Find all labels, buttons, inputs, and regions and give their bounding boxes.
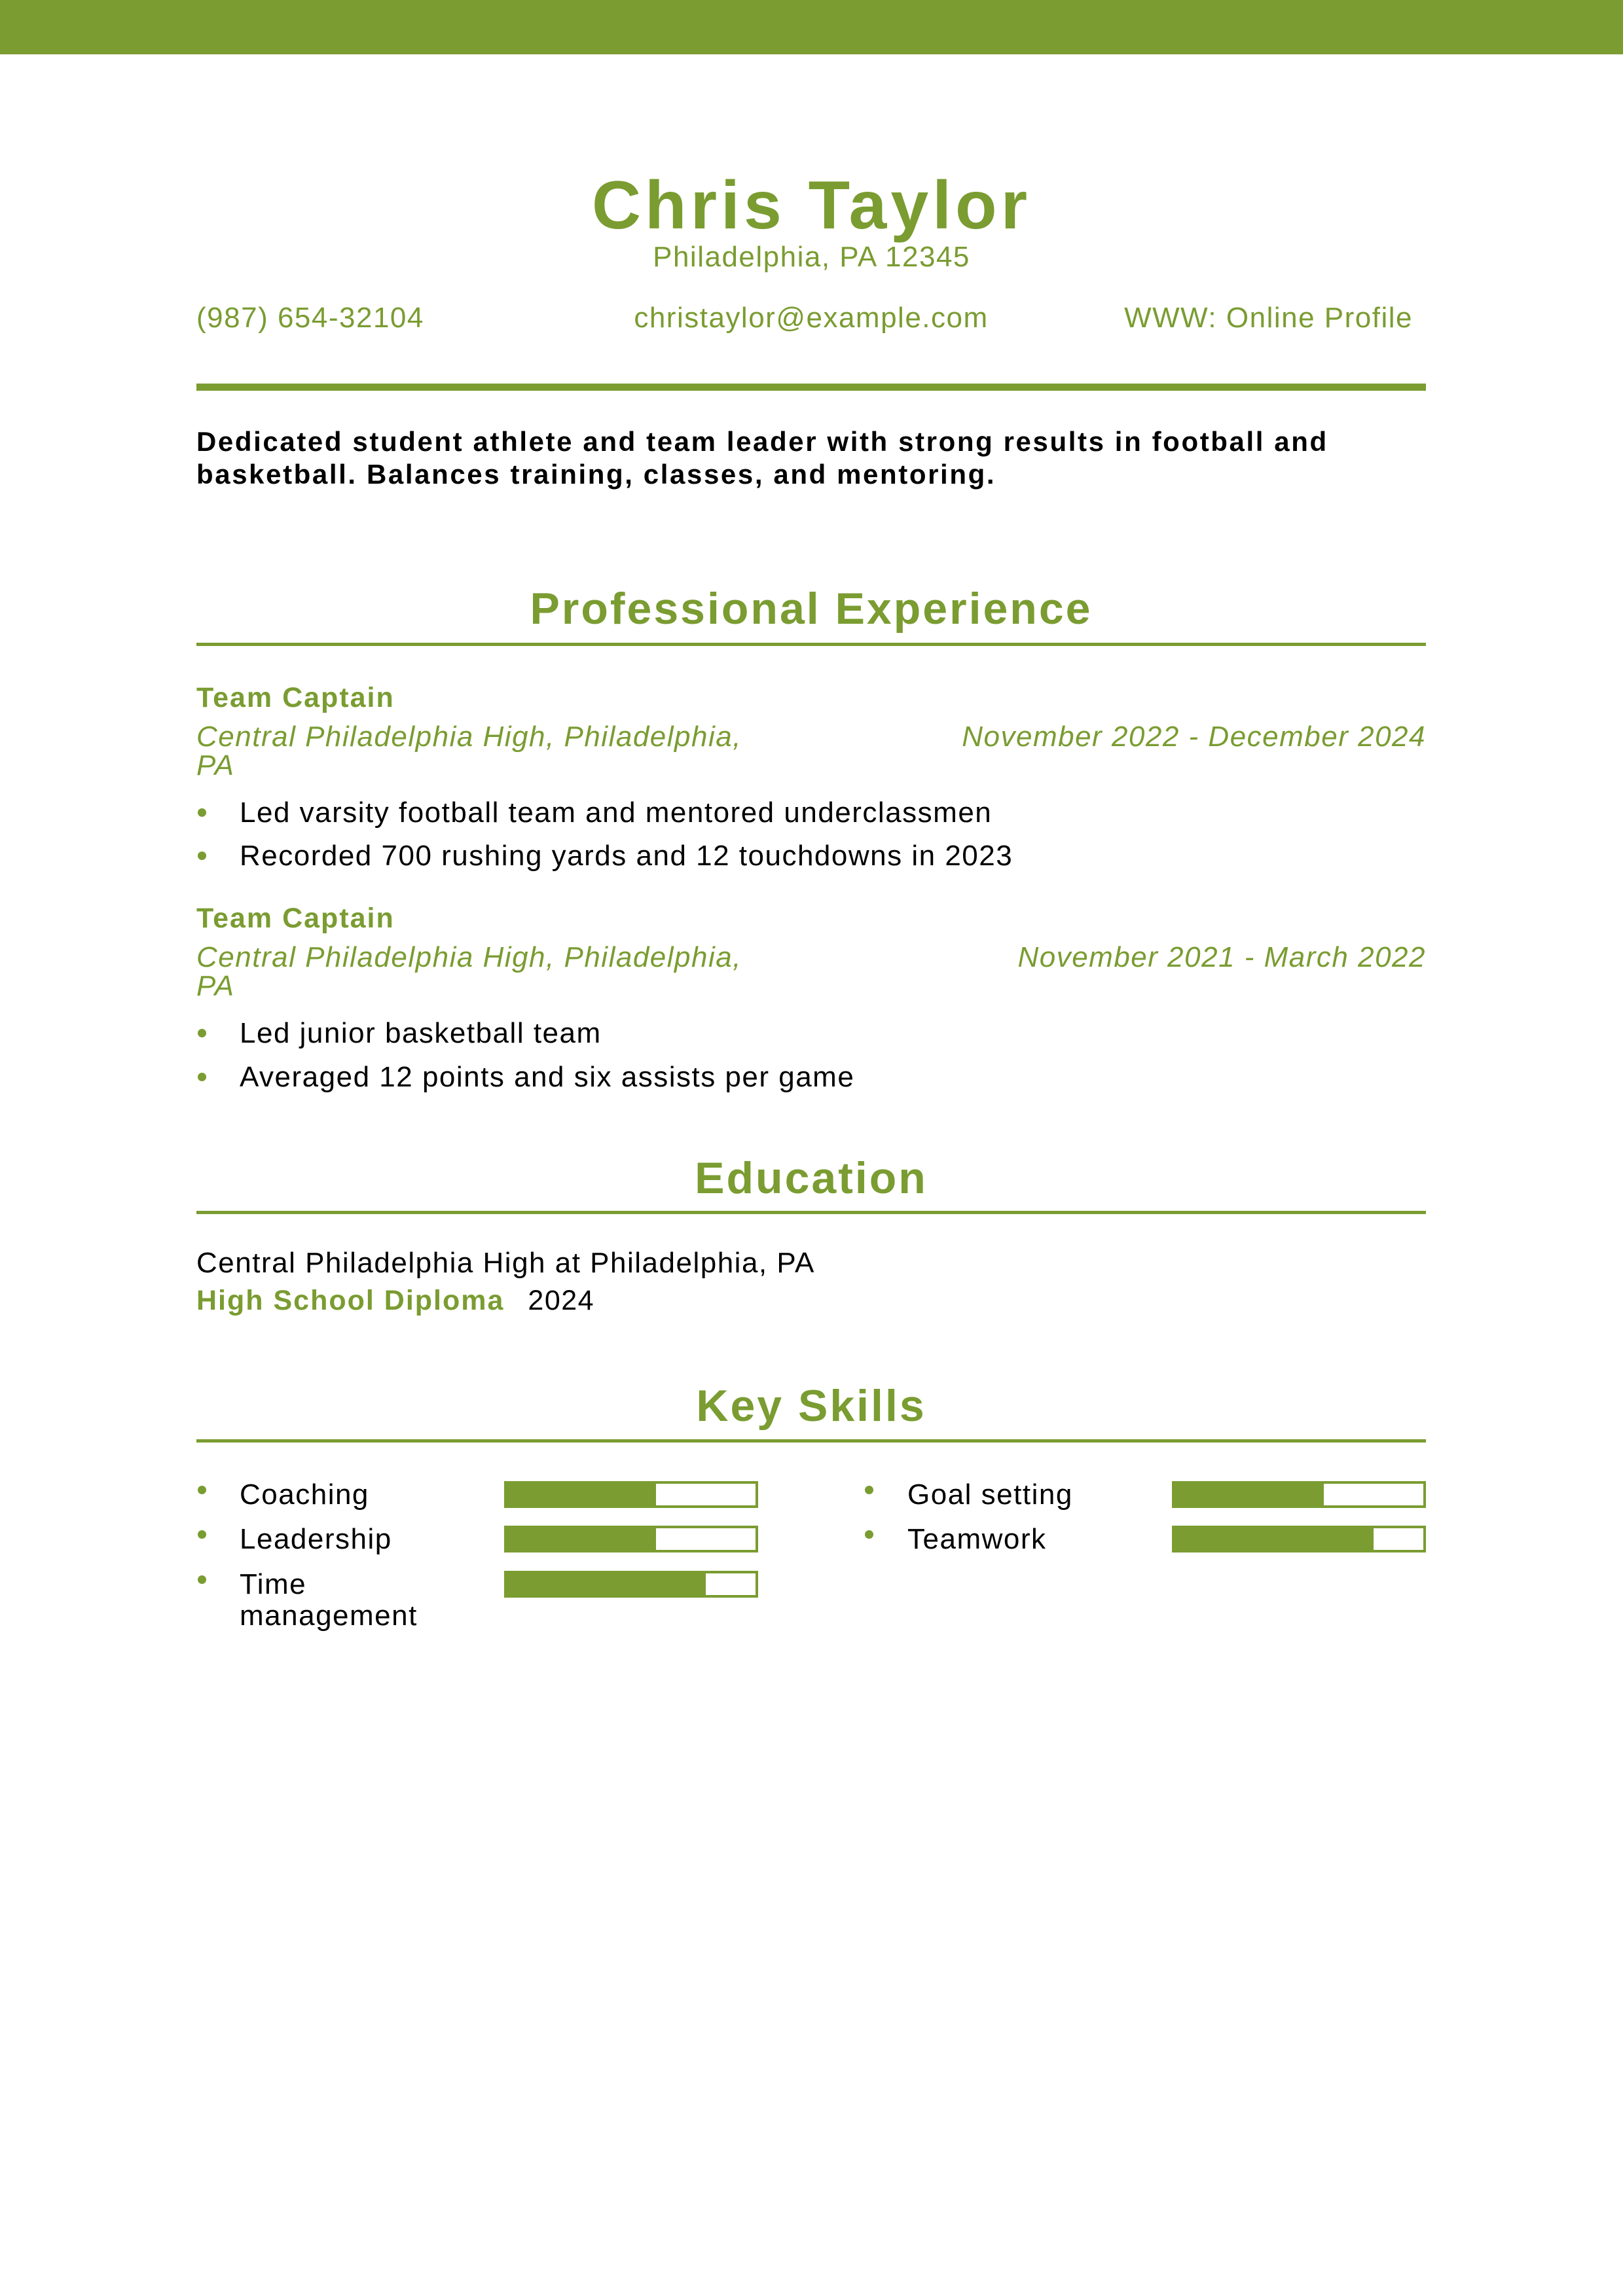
- candidate-location: Philadelphia, PA 12345: [653, 241, 970, 273]
- section-title-education: Education: [695, 1153, 928, 1203]
- job-company: Central Philadelphia High, Philadelphia, PA: [196, 721, 742, 781]
- section-title-experience: Professional Experience: [530, 584, 1093, 634]
- section-title-skills: Key Skills: [696, 1381, 926, 1431]
- section-divider-skills: [196, 1439, 1426, 1443]
- professional-summary: Dedicated student athlete and team leader with strong results in football and basketball. Balances training, classes, and mentoring.: [196, 426, 1328, 490]
- contact-website-link[interactable]: WWW: Online Profile: [1124, 302, 1413, 334]
- bullet-icon: [198, 1029, 206, 1037]
- education-degree: High School Diploma: [196, 1285, 505, 1316]
- job-bullet-text: Recorded 700 rushing yards and 12 touchdowns in 2023: [240, 840, 1013, 872]
- skill-name: Time management: [240, 1568, 418, 1632]
- section-divider-education: [196, 1211, 1426, 1214]
- education-year: 2024: [528, 1285, 595, 1316]
- skill-level-fill: [1175, 1484, 1324, 1505]
- job-bullet-text: Led varsity football team and mentored underclassmen: [240, 797, 993, 829]
- bullet-icon: [198, 808, 206, 817]
- skill-level-fill: [507, 1484, 656, 1505]
- candidate-name: Chris Taylor: [591, 168, 1032, 243]
- job-company: Central Philadelphia High, Philadelphia, PA: [196, 941, 742, 1002]
- bullet-icon: [198, 1530, 206, 1539]
- education-degree-line: [196, 1284, 594, 1317]
- section-divider-experience: [196, 643, 1426, 646]
- skill-name: Goal setting: [907, 1479, 1073, 1511]
- education-school: Central Philadelphia High at Philadelphia, PA: [196, 1247, 815, 1279]
- bullet-icon: [198, 852, 206, 860]
- header-divider: [196, 384, 1426, 391]
- skill-level-fill: [1175, 1528, 1374, 1550]
- skill-name: Teamwork: [907, 1523, 1047, 1555]
- skill-level-bar: [1172, 1526, 1426, 1552]
- skill-level-bar: [504, 1481, 758, 1508]
- skill-level-fill: [507, 1573, 706, 1595]
- job-bullet-text: Led junior basketball team: [240, 1017, 602, 1049]
- skill-level-fill: [507, 1528, 656, 1550]
- skill-level-bar: [504, 1571, 758, 1598]
- contact-email[interactable]: christaylor@example.com: [634, 302, 989, 334]
- job-title: Team Captain: [196, 682, 395, 713]
- bullet-icon: [198, 1575, 206, 1584]
- bullet-icon: [198, 1486, 206, 1494]
- skill-name: Coaching: [240, 1479, 369, 1511]
- top-accent-bar: [0, 0, 1623, 54]
- job-bullet-text: Averaged 12 points and six assists per game: [240, 1061, 855, 1093]
- bullet-icon: [198, 1073, 206, 1081]
- skill-level-bar: [504, 1526, 758, 1552]
- job-dates: November 2021 - March 2022: [1017, 941, 1426, 973]
- job-title: Team Captain: [196, 903, 395, 934]
- skill-name: Leadership: [240, 1523, 392, 1555]
- bullet-icon: [865, 1486, 873, 1494]
- skill-level-bar: [1172, 1481, 1426, 1508]
- job-dates: November 2022 - December 2024: [962, 721, 1426, 753]
- bullet-icon: [865, 1530, 873, 1539]
- contact-phone: (987) 654-32104: [196, 302, 424, 334]
